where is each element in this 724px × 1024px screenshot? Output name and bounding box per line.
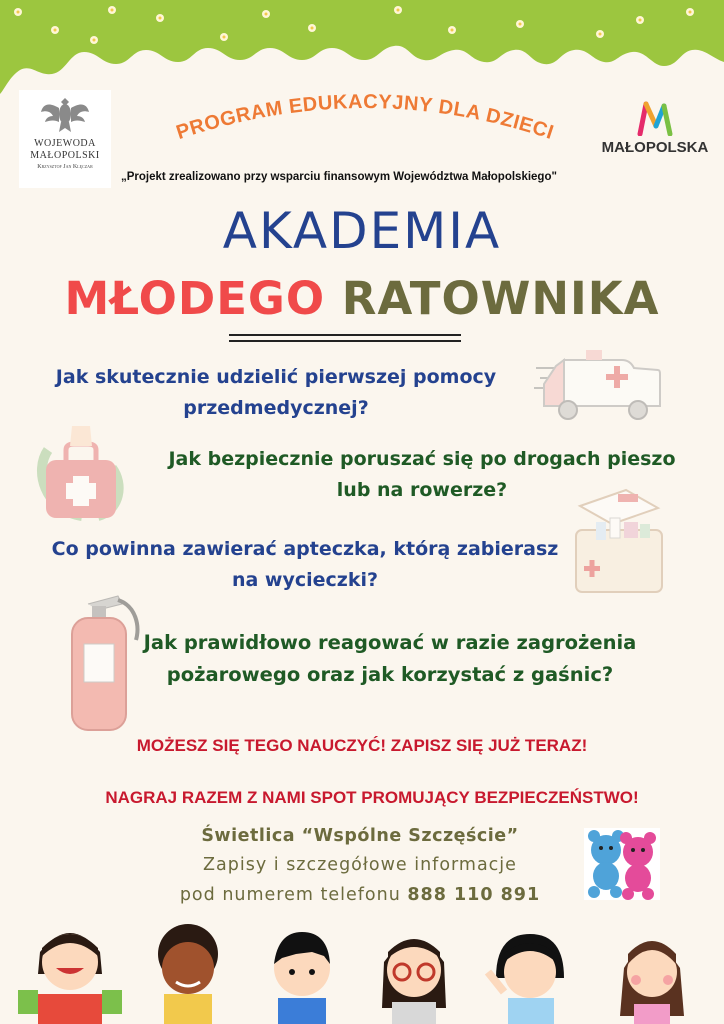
child-6 (620, 941, 684, 1024)
question-fire-safety (112, 627, 668, 691)
children-illustration (0, 912, 724, 1024)
title-line2 (0, 270, 724, 328)
question-road-safety (122, 444, 722, 506)
contact-place: Świetlica “Wspólne Szczęście” (201, 826, 519, 846)
child-1 (18, 933, 122, 1024)
question-2-line2: lub na rowerze? (336, 479, 508, 501)
program-title: PROGRAM EDUKACYJNY DLA DZIECI (173, 90, 557, 145)
child-3 (274, 932, 330, 1024)
call-to-action-spot: NAGRAJ RAZEM Z NAMI SPOT PROMUJĄCY BEZPIECZEŃSTWO! (105, 788, 639, 807)
first-aid-kit-icon (28, 420, 136, 528)
title-mlodego: MŁODEGO (64, 272, 326, 325)
question-3-line2: na wycieczki? (231, 569, 379, 591)
contact-block (120, 822, 600, 910)
program-title-arc (140, 78, 590, 168)
question-4-line1: Jak prawidłowo reagować w razie zagrożenia (143, 631, 637, 654)
eagle-emblem-icon (19, 90, 111, 138)
svg-text:PROGRAM EDUKACYJNY DLA DZIECI (174, 91, 557, 144)
contact-line1: Zapisy i szczegółowe informacje (203, 855, 517, 875)
wojewoda-logo (19, 90, 111, 188)
teddy-bears-icon (584, 828, 660, 900)
contact-line2 (120, 880, 600, 910)
child-5 (488, 934, 564, 1024)
child-4 (382, 939, 446, 1024)
title-akademia: AKADEMIA (222, 202, 502, 260)
title-divider-bottom (229, 340, 461, 342)
question-first-aid (16, 362, 536, 424)
malopolska-m-icon (636, 100, 676, 136)
contact-line2-prefix: pod numerem telefonu (179, 885, 408, 905)
child-2 (158, 924, 218, 1024)
ambulance-icon (534, 338, 664, 424)
question-2-line1: Jak bezpiecznie poruszać się po drogach pieszo (168, 448, 676, 470)
contact-phone: 888 110 891 (407, 885, 541, 905)
question-1-line2: przedmedycznej? (183, 397, 369, 419)
question-4-line2: pożarowego oraz jak korzystać z gaśnic? (166, 663, 614, 686)
call-to-action-signup: MOŻESZ SIĘ TEGO NAUCZYĆ! ZAPISZ SIĘ JUŻ TERAZ! (136, 736, 588, 755)
title-divider-top (229, 334, 461, 336)
question-3-line1: Co powinna zawierać apteczka, którą zabierasz (51, 538, 559, 560)
wojewoda-line1: WOJEWODA (34, 138, 96, 149)
question-1-line1: Jak skutecznie udzielić pierwszej pomocy (55, 366, 497, 388)
funding-note: „Projekt zrealizowano przy wsparciu finansowym Województwa Małopolskiego" (121, 171, 557, 183)
wojewoda-line3: Krzysztof Jan Klęczar (37, 164, 93, 170)
wojewoda-line2: MAŁOPOLSKI (30, 150, 100, 161)
malopolska-label: MAŁOPOLSKA (601, 139, 709, 156)
question-first-aid-kit (0, 534, 610, 596)
title-ratownika: RATOWNIKA (341, 272, 660, 325)
